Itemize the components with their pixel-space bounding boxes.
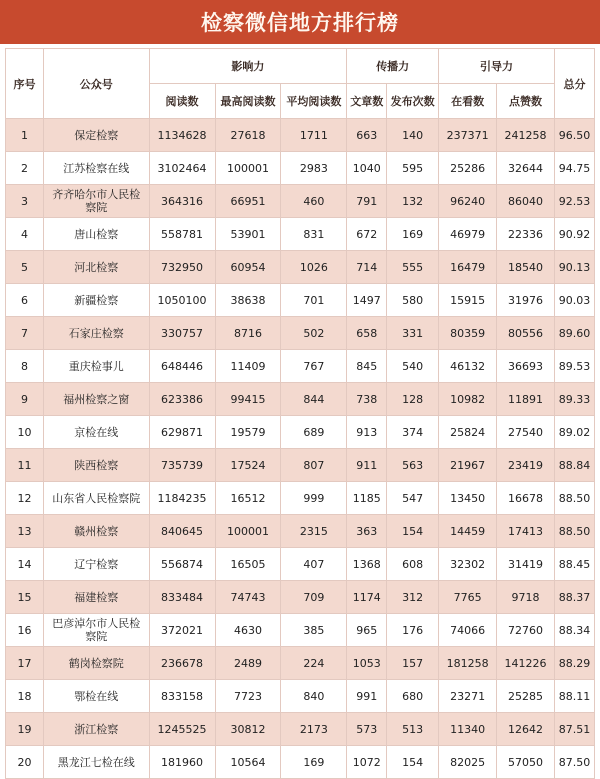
cell-likes: 9718 bbox=[497, 581, 555, 614]
cell-watching: 11340 bbox=[439, 713, 497, 746]
cell-posts: 154 bbox=[387, 515, 439, 548]
cell-likes: 141226 bbox=[497, 647, 555, 680]
cell-avg-reads: 840 bbox=[281, 680, 347, 713]
cell-avg-reads: 2173 bbox=[281, 713, 347, 746]
cell-account-name: 黑龙江七检在线 bbox=[43, 746, 149, 779]
cell-posts: 312 bbox=[387, 581, 439, 614]
cell-max-reads: 99415 bbox=[215, 383, 281, 416]
cell-articles: 672 bbox=[347, 218, 387, 251]
cell-account-name: 京检在线 bbox=[43, 416, 149, 449]
cell-avg-reads: 224 bbox=[281, 647, 347, 680]
cell-total-score: 88.84 bbox=[554, 449, 594, 482]
cell-reads: 732950 bbox=[149, 251, 215, 284]
cell-avg-reads: 460 bbox=[281, 185, 347, 218]
cell-watching: 74066 bbox=[439, 614, 497, 647]
cell-posts: 608 bbox=[387, 548, 439, 581]
header-max-reads: 最高阅读数 bbox=[215, 84, 281, 119]
cell-posts: 157 bbox=[387, 647, 439, 680]
cell-max-reads: 66951 bbox=[215, 185, 281, 218]
cell-posts: 169 bbox=[387, 218, 439, 251]
cell-max-reads: 16512 bbox=[215, 482, 281, 515]
cell-total-score: 88.45 bbox=[554, 548, 594, 581]
cell-rank: 11 bbox=[6, 449, 44, 482]
table-row bbox=[6, 647, 595, 680]
header-reads: 阅读数 bbox=[149, 84, 215, 119]
table-row bbox=[6, 515, 595, 548]
table-row bbox=[6, 713, 595, 746]
cell-articles: 1368 bbox=[347, 548, 387, 581]
cell-rank: 3 bbox=[6, 185, 44, 218]
cell-rank: 12 bbox=[6, 482, 44, 515]
cell-articles: 363 bbox=[347, 515, 387, 548]
cell-account-name: 赣州检察 bbox=[43, 515, 149, 548]
cell-total-score: 90.03 bbox=[554, 284, 594, 317]
cell-watching: 10982 bbox=[439, 383, 497, 416]
table-row bbox=[6, 383, 595, 416]
cell-likes: 11891 bbox=[497, 383, 555, 416]
cell-account-name: 辽宁检察 bbox=[43, 548, 149, 581]
cell-articles: 1174 bbox=[347, 581, 387, 614]
cell-avg-reads: 701 bbox=[281, 284, 347, 317]
header-rank: 序号 bbox=[6, 49, 44, 119]
table-row bbox=[6, 746, 595, 779]
cell-account-name: 巴彦淖尔市人民检察院 bbox=[43, 614, 149, 647]
cell-watching: 14459 bbox=[439, 515, 497, 548]
cell-avg-reads: 1026 bbox=[281, 251, 347, 284]
cell-reads: 648446 bbox=[149, 350, 215, 383]
cell-account-name: 新疆检察 bbox=[43, 284, 149, 317]
table-row bbox=[6, 251, 595, 284]
cell-likes: 12642 bbox=[497, 713, 555, 746]
cell-articles: 1185 bbox=[347, 482, 387, 515]
cell-articles: 991 bbox=[347, 680, 387, 713]
cell-reads: 833158 bbox=[149, 680, 215, 713]
table-row bbox=[6, 284, 595, 317]
cell-account-name: 福州检察之窗 bbox=[43, 383, 149, 416]
cell-max-reads: 60954 bbox=[215, 251, 281, 284]
cell-max-reads: 2489 bbox=[215, 647, 281, 680]
cell-watching: 32302 bbox=[439, 548, 497, 581]
cell-posts: 563 bbox=[387, 449, 439, 482]
table-row bbox=[6, 317, 595, 350]
cell-rank: 2 bbox=[6, 152, 44, 185]
cell-avg-reads: 999 bbox=[281, 482, 347, 515]
cell-max-reads: 27618 bbox=[215, 119, 281, 152]
table-row bbox=[6, 119, 595, 152]
cell-posts: 547 bbox=[387, 482, 439, 515]
cell-rank: 6 bbox=[6, 284, 44, 317]
cell-likes: 22336 bbox=[497, 218, 555, 251]
cell-account-name: 唐山检察 bbox=[43, 218, 149, 251]
cell-reads: 1134628 bbox=[149, 119, 215, 152]
cell-posts: 154 bbox=[387, 746, 439, 779]
cell-articles: 738 bbox=[347, 383, 387, 416]
cell-avg-reads: 844 bbox=[281, 383, 347, 416]
cell-reads: 330757 bbox=[149, 317, 215, 350]
cell-likes: 31976 bbox=[497, 284, 555, 317]
cell-reads: 623386 bbox=[149, 383, 215, 416]
cell-total-score: 88.50 bbox=[554, 515, 594, 548]
page-title: 检察微信地方排行榜 bbox=[0, 0, 600, 44]
cell-avg-reads: 169 bbox=[281, 746, 347, 779]
table-body bbox=[6, 119, 595, 779]
cell-watching: 96240 bbox=[439, 185, 497, 218]
cell-likes: 32644 bbox=[497, 152, 555, 185]
cell-total-score: 88.50 bbox=[554, 482, 594, 515]
cell-max-reads: 10564 bbox=[215, 746, 281, 779]
cell-max-reads: 74743 bbox=[215, 581, 281, 614]
cell-articles: 913 bbox=[347, 416, 387, 449]
cell-max-reads: 4630 bbox=[215, 614, 281, 647]
cell-avg-reads: 502 bbox=[281, 317, 347, 350]
table-row bbox=[6, 482, 595, 515]
cell-reads: 558781 bbox=[149, 218, 215, 251]
cell-avg-reads: 2315 bbox=[281, 515, 347, 548]
cell-max-reads: 17524 bbox=[215, 449, 281, 482]
cell-avg-reads: 807 bbox=[281, 449, 347, 482]
cell-likes: 25285 bbox=[497, 680, 555, 713]
cell-max-reads: 38638 bbox=[215, 284, 281, 317]
cell-posts: 140 bbox=[387, 119, 439, 152]
cell-account-name: 保定检察 bbox=[43, 119, 149, 152]
cell-total-score: 89.33 bbox=[554, 383, 594, 416]
cell-account-name: 鄂检在线 bbox=[43, 680, 149, 713]
cell-articles: 1040 bbox=[347, 152, 387, 185]
cell-account-name: 江苏检察在线 bbox=[43, 152, 149, 185]
cell-reads: 181960 bbox=[149, 746, 215, 779]
cell-total-score: 88.37 bbox=[554, 581, 594, 614]
header-total: 总分 bbox=[554, 49, 594, 119]
header-attraction: 引导力 bbox=[439, 49, 555, 84]
cell-watching: 15915 bbox=[439, 284, 497, 317]
cell-rank: 14 bbox=[6, 548, 44, 581]
cell-total-score: 88.11 bbox=[554, 680, 594, 713]
cell-watching: 13450 bbox=[439, 482, 497, 515]
table-row bbox=[6, 548, 595, 581]
table-row bbox=[6, 185, 595, 218]
cell-articles: 1497 bbox=[347, 284, 387, 317]
cell-total-score: 92.53 bbox=[554, 185, 594, 218]
header-posts: 发布次数 bbox=[387, 84, 439, 119]
table-row bbox=[6, 449, 595, 482]
cell-articles: 911 bbox=[347, 449, 387, 482]
cell-articles: 573 bbox=[347, 713, 387, 746]
cell-reads: 735739 bbox=[149, 449, 215, 482]
cell-reads: 1184235 bbox=[149, 482, 215, 515]
header-row-groups bbox=[6, 49, 595, 84]
cell-articles: 1053 bbox=[347, 647, 387, 680]
cell-likes: 86040 bbox=[497, 185, 555, 218]
cell-total-score: 88.34 bbox=[554, 614, 594, 647]
cell-likes: 27540 bbox=[497, 416, 555, 449]
cell-rank: 16 bbox=[6, 614, 44, 647]
cell-total-score: 89.53 bbox=[554, 350, 594, 383]
cell-reads: 364316 bbox=[149, 185, 215, 218]
cell-max-reads: 11409 bbox=[215, 350, 281, 383]
header-watching: 在看数 bbox=[439, 84, 497, 119]
cell-account-name: 石家庄检察 bbox=[43, 317, 149, 350]
cell-total-score: 90.92 bbox=[554, 218, 594, 251]
cell-posts: 331 bbox=[387, 317, 439, 350]
cell-rank: 1 bbox=[6, 119, 44, 152]
ranking-table bbox=[5, 48, 595, 779]
cell-posts: 580 bbox=[387, 284, 439, 317]
cell-posts: 513 bbox=[387, 713, 439, 746]
cell-watching: 80359 bbox=[439, 317, 497, 350]
cell-account-name: 陕西检察 bbox=[43, 449, 149, 482]
cell-watching: 25824 bbox=[439, 416, 497, 449]
cell-total-score: 96.50 bbox=[554, 119, 594, 152]
cell-max-reads: 100001 bbox=[215, 152, 281, 185]
cell-likes: 72760 bbox=[497, 614, 555, 647]
cell-account-name: 鹤岗检察院 bbox=[43, 647, 149, 680]
cell-avg-reads: 831 bbox=[281, 218, 347, 251]
cell-total-score: 87.50 bbox=[554, 746, 594, 779]
cell-avg-reads: 767 bbox=[281, 350, 347, 383]
cell-reads: 236678 bbox=[149, 647, 215, 680]
cell-articles: 658 bbox=[347, 317, 387, 350]
cell-likes: 16678 bbox=[497, 482, 555, 515]
cell-likes: 18540 bbox=[497, 251, 555, 284]
cell-rank: 7 bbox=[6, 317, 44, 350]
cell-max-reads: 19579 bbox=[215, 416, 281, 449]
cell-articles: 1072 bbox=[347, 746, 387, 779]
cell-reads: 556874 bbox=[149, 548, 215, 581]
cell-reads: 372021 bbox=[149, 614, 215, 647]
cell-articles: 845 bbox=[347, 350, 387, 383]
cell-likes: 80556 bbox=[497, 317, 555, 350]
cell-posts: 555 bbox=[387, 251, 439, 284]
cell-posts: 374 bbox=[387, 416, 439, 449]
cell-watching: 16479 bbox=[439, 251, 497, 284]
table-row bbox=[6, 152, 595, 185]
cell-max-reads: 16505 bbox=[215, 548, 281, 581]
cell-max-reads: 53901 bbox=[215, 218, 281, 251]
cell-watching: 21967 bbox=[439, 449, 497, 482]
table-row bbox=[6, 581, 595, 614]
cell-likes: 241258 bbox=[497, 119, 555, 152]
cell-account-name: 重庆检事儿 bbox=[43, 350, 149, 383]
cell-account-name: 福建检察 bbox=[43, 581, 149, 614]
cell-account-name: 浙江检察 bbox=[43, 713, 149, 746]
cell-rank: 4 bbox=[6, 218, 44, 251]
cell-rank: 17 bbox=[6, 647, 44, 680]
cell-rank: 20 bbox=[6, 746, 44, 779]
cell-posts: 680 bbox=[387, 680, 439, 713]
cell-watching: 181258 bbox=[439, 647, 497, 680]
cell-total-score: 87.51 bbox=[554, 713, 594, 746]
cell-articles: 965 bbox=[347, 614, 387, 647]
table-row bbox=[6, 614, 595, 647]
cell-watching: 25286 bbox=[439, 152, 497, 185]
cell-rank: 13 bbox=[6, 515, 44, 548]
cell-articles: 663 bbox=[347, 119, 387, 152]
cell-rank: 10 bbox=[6, 416, 44, 449]
cell-total-score: 88.29 bbox=[554, 647, 594, 680]
cell-rank: 18 bbox=[6, 680, 44, 713]
table-row bbox=[6, 350, 595, 383]
cell-posts: 176 bbox=[387, 614, 439, 647]
cell-watching: 46132 bbox=[439, 350, 497, 383]
cell-total-score: 89.02 bbox=[554, 416, 594, 449]
cell-watching: 7765 bbox=[439, 581, 497, 614]
cell-rank: 19 bbox=[6, 713, 44, 746]
cell-likes: 23419 bbox=[497, 449, 555, 482]
header-spread: 传播力 bbox=[347, 49, 439, 84]
cell-avg-reads: 709 bbox=[281, 581, 347, 614]
cell-likes: 36693 bbox=[497, 350, 555, 383]
cell-avg-reads: 385 bbox=[281, 614, 347, 647]
cell-rank: 8 bbox=[6, 350, 44, 383]
cell-watching: 82025 bbox=[439, 746, 497, 779]
cell-watching: 237371 bbox=[439, 119, 497, 152]
cell-avg-reads: 689 bbox=[281, 416, 347, 449]
cell-reads: 1245525 bbox=[149, 713, 215, 746]
cell-posts: 128 bbox=[387, 383, 439, 416]
cell-likes: 31419 bbox=[497, 548, 555, 581]
cell-reads: 1050100 bbox=[149, 284, 215, 317]
cell-reads: 840645 bbox=[149, 515, 215, 548]
cell-posts: 540 bbox=[387, 350, 439, 383]
cell-max-reads: 100001 bbox=[215, 515, 281, 548]
cell-posts: 595 bbox=[387, 152, 439, 185]
cell-total-score: 94.75 bbox=[554, 152, 594, 185]
cell-max-reads: 7723 bbox=[215, 680, 281, 713]
cell-watching: 23271 bbox=[439, 680, 497, 713]
cell-rank: 9 bbox=[6, 383, 44, 416]
cell-posts: 132 bbox=[387, 185, 439, 218]
cell-reads: 629871 bbox=[149, 416, 215, 449]
table-row bbox=[6, 218, 595, 251]
header-influence: 影响力 bbox=[149, 49, 347, 84]
cell-account-name: 齐齐哈尔市人民检察院 bbox=[43, 185, 149, 218]
cell-avg-reads: 2983 bbox=[281, 152, 347, 185]
table-row bbox=[6, 416, 595, 449]
cell-rank: 15 bbox=[6, 581, 44, 614]
cell-reads: 833484 bbox=[149, 581, 215, 614]
table-row bbox=[6, 680, 595, 713]
cell-articles: 791 bbox=[347, 185, 387, 218]
cell-account-name: 山东省人民检察院 bbox=[43, 482, 149, 515]
cell-rank: 5 bbox=[6, 251, 44, 284]
cell-likes: 17413 bbox=[497, 515, 555, 548]
cell-total-score: 90.13 bbox=[554, 251, 594, 284]
cell-total-score: 89.60 bbox=[554, 317, 594, 350]
cell-max-reads: 30812 bbox=[215, 713, 281, 746]
header-articles: 文章数 bbox=[347, 84, 387, 119]
cell-reads: 3102464 bbox=[149, 152, 215, 185]
cell-watching: 46979 bbox=[439, 218, 497, 251]
cell-avg-reads: 407 bbox=[281, 548, 347, 581]
header-account: 公众号 bbox=[43, 49, 149, 119]
header-likes: 点赞数 bbox=[497, 84, 555, 119]
cell-avg-reads: 1711 bbox=[281, 119, 347, 152]
cell-max-reads: 8716 bbox=[215, 317, 281, 350]
header-avg-reads: 平均阅读数 bbox=[281, 84, 347, 119]
cell-account-name: 河北检察 bbox=[43, 251, 149, 284]
cell-likes: 57050 bbox=[497, 746, 555, 779]
cell-articles: 714 bbox=[347, 251, 387, 284]
